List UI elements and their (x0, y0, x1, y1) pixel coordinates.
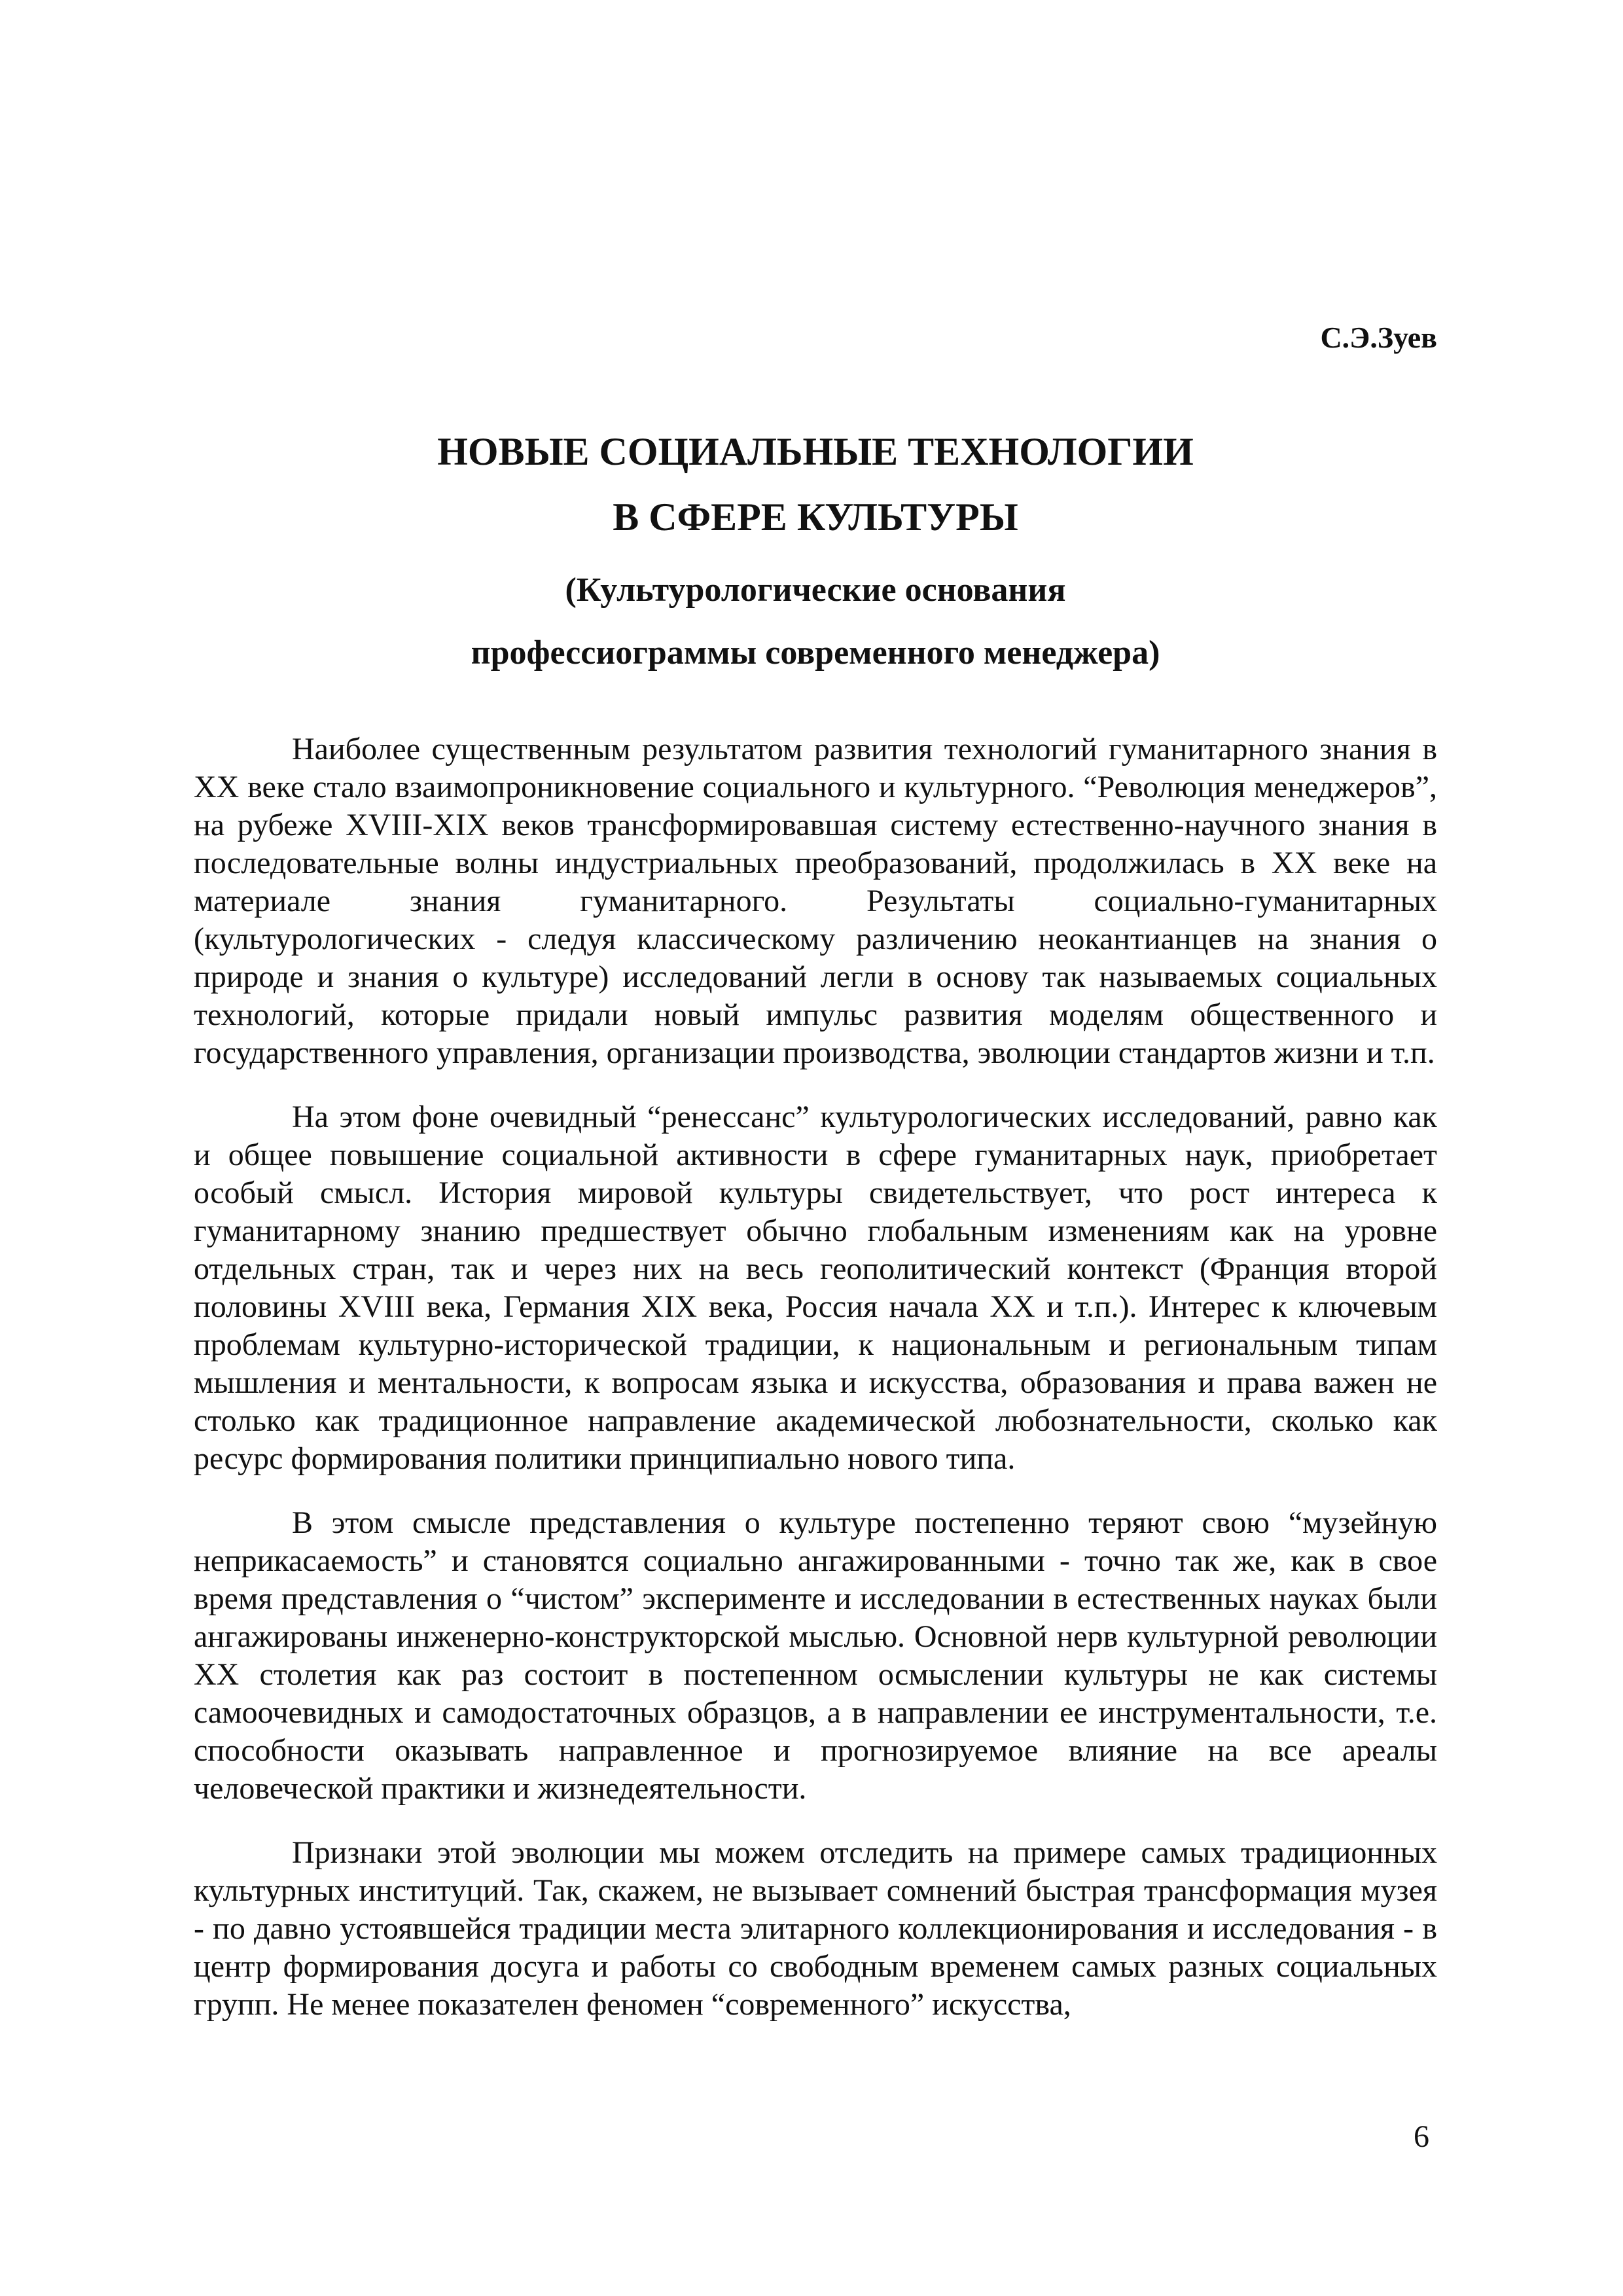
author-name: С.Э.Зуев (1320, 321, 1437, 354)
article-title (194, 419, 1437, 550)
subtitle-line: профессиограммы современного менеджера) (471, 634, 1160, 672)
title-line: НОВЫЕ СОЦИАЛЬНЫЕ ТЕХНОЛОГИИ (437, 430, 1194, 473)
article-heading (194, 419, 1437, 685)
page-number: 6 (1414, 2119, 1429, 2154)
title-line: В СФЕРЕ КУЛЬТУРЫ (613, 495, 1018, 539)
subtitle-line: (Культурологические основания (565, 571, 1066, 609)
article-subtitle (194, 559, 1437, 685)
body-paragraph: Наиболее существенным результатом развития технологий гуманитарного знания в ХХ веке стало взаимопроникновение социального и культурного. “Революция менеджеров”, на рубеже XVIII-XIX веков трансформировавшая систему естественно-научного знания в последовательные волны индустриальных преобразований, продолжилась в ХХ веке на материале знания гуманитарного. Результаты социально-гуманитарных (культурологических - следуя классическому различению неокантианцев на знания о природе и знания о культуре) исследований легли в основу так называемых социальных технологий, которые придали новый импульс развития моделям общественного и государственного управления, организации производства, эволюции стандартов жизни и т.п. (194, 732, 1437, 1070)
article-body (194, 730, 1437, 2050)
body-paragraph: В этом смысле представления о культуре постепенно теряют свою “музейную неприкасаемость” и становятся социально ангажированными - точно так же, как в свое время представления о “чистом” эксперименте и исследовании в естественных науках были ангажированы инженерно-конструкторской мыслью. Основной нерв культурной революции ХХ столетия как раз состоит в постепенном осмыслении культуры не как системы самоочевидных и самодостаточных образцов, а в направлении ее инструментальности, т.е. способности оказывать направленное и прогнозируемое влияние на все ареалы человеческой практики и жизнедеятельности. (194, 1505, 1437, 1806)
body-paragraph: На этом фоне очевидный “ренессанс” культурологических исследований, равно как и общее повышение социальной активности в сфере гуманитарных наук, приобретает особый смысл. История мировой культуры свидетельствует, что рост интереса к гуманитарному знанию предшествует обычно глобальным изменениям как на уровне отдельных стран, так и через них на весь геополитический контекст (Франция второй половины XVIII века, Германия XIX века, Россия начала ХХ и т.п.). Интерес к ключевым проблемам культурно-исторической традиции, к национальным и региональным типам мышления и ментальности, к вопросам языка и искусства, образования и права важен не столько как традиционное направление академической любознательности, сколько как ресурс формирования политики принципиально нового типа. (194, 1100, 1437, 1476)
body-paragraph: Признаки этой эволюции мы можем отследить на примере самых традиционных культурных институций. Так, скажем, не вызывает сомнений быстрая трансформация музея - по давно устоявшейся традиции места элитарного коллекционирования и исследования - в центр формирования досуга и работы со свободным временем самых разных социальных групп. Не менее показателен феномен “современного” искусства, (194, 1835, 1437, 2022)
